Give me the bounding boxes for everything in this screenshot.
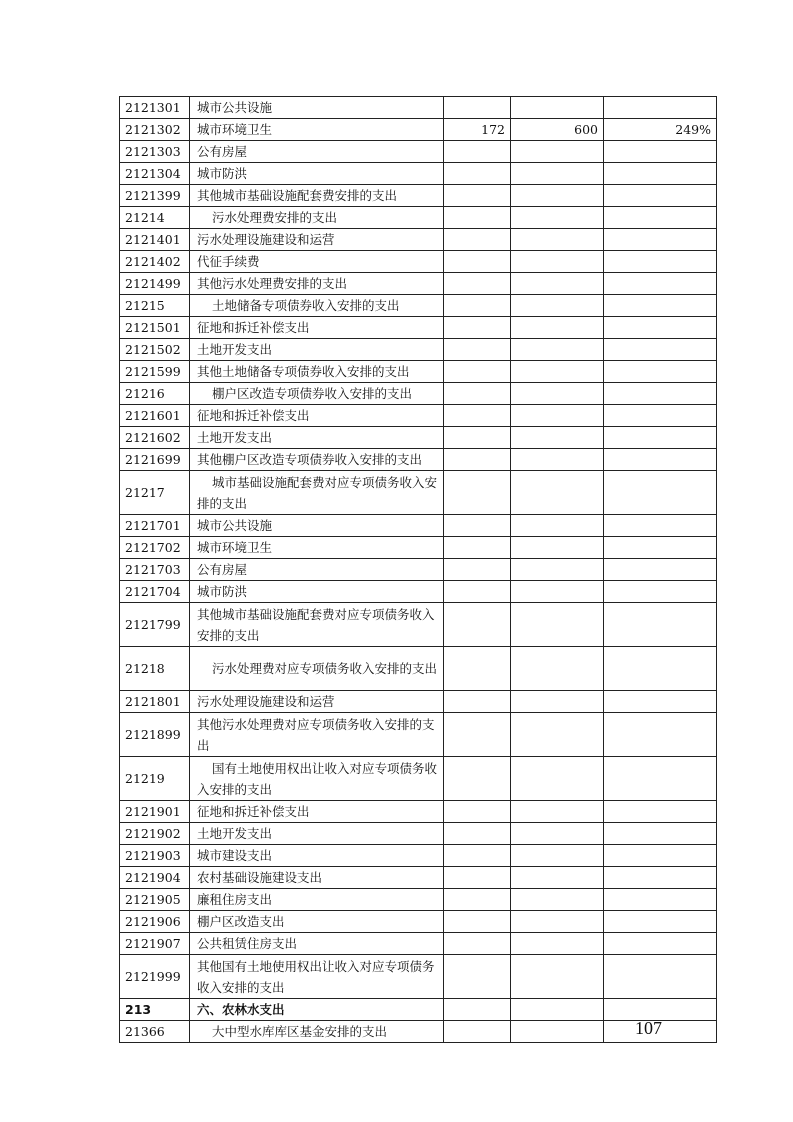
row-name-cell: 污水处理费安排的支出 xyxy=(190,207,444,229)
row-value-2-cell xyxy=(511,383,604,405)
row-value-2-cell: 600 xyxy=(511,119,604,141)
row-code-cell: 21216 xyxy=(120,383,190,405)
row-value-1-cell xyxy=(444,559,511,581)
row-name-cell: 土地储备专项债券收入安排的支出 xyxy=(190,295,444,317)
row-name-cell: 城市建设支出 xyxy=(190,845,444,867)
row-name-cell: 城市防洪 xyxy=(190,581,444,603)
row-value-3-cell xyxy=(604,141,717,163)
row-value-1-cell xyxy=(444,229,511,251)
table-row xyxy=(120,559,717,581)
row-value-2-cell xyxy=(511,427,604,449)
table-row xyxy=(120,867,717,889)
row-code-cell: 2121907 xyxy=(120,933,190,955)
table-row xyxy=(120,119,717,141)
row-value-2-cell xyxy=(511,691,604,713)
row-value-1-cell xyxy=(444,97,511,119)
row-value-3-cell xyxy=(604,471,717,515)
row-value-2-cell xyxy=(511,911,604,933)
row-value-2-cell xyxy=(511,207,604,229)
table-row xyxy=(120,163,717,185)
row-value-3-cell xyxy=(604,713,717,757)
row-code-cell: 2121902 xyxy=(120,823,190,845)
row-value-3-cell xyxy=(604,757,717,801)
row-value-1-cell xyxy=(444,339,511,361)
row-name-cell: 国有土地使用权出让收入对应专项债务收入安排的支出 xyxy=(190,757,444,801)
row-name-cell: 其他污水处理费对应专项债务收入安排的支出 xyxy=(190,713,444,757)
row-code-cell: 2121303 xyxy=(120,141,190,163)
row-value-2-cell xyxy=(511,515,604,537)
row-value-2-cell xyxy=(511,471,604,515)
row-value-1-cell xyxy=(444,603,511,647)
row-name-cell: 城市环境卫生 xyxy=(190,119,444,141)
row-value-3-cell xyxy=(604,251,717,273)
row-name-cell: 公有房屋 xyxy=(190,559,444,581)
table-row xyxy=(120,647,717,691)
row-name-cell: 征地和拆迁补偿支出 xyxy=(190,405,444,427)
row-code-cell: 21219 xyxy=(120,757,190,801)
row-value-1-cell xyxy=(444,515,511,537)
row-name-cell: 廉租住房支出 xyxy=(190,889,444,911)
row-value-2-cell xyxy=(511,559,604,581)
row-value-3-cell xyxy=(604,185,717,207)
row-name-cell: 其他土地储备专项债券收入安排的支出 xyxy=(190,361,444,383)
row-name-cell: 土地开发支出 xyxy=(190,823,444,845)
row-value-1-cell xyxy=(444,801,511,823)
row-value-2-cell xyxy=(511,339,604,361)
row-code-cell: 2121602 xyxy=(120,427,190,449)
row-code-cell: 2121301 xyxy=(120,97,190,119)
row-value-1-cell xyxy=(444,845,511,867)
row-value-2-cell xyxy=(511,141,604,163)
row-name-cell: 棚户区改造支出 xyxy=(190,911,444,933)
row-value-1-cell xyxy=(444,295,511,317)
row-value-2-cell xyxy=(511,361,604,383)
row-value-3-cell xyxy=(604,339,717,361)
row-value-3-cell xyxy=(604,273,717,295)
table-row xyxy=(120,383,717,405)
row-code-cell: 2121499 xyxy=(120,273,190,295)
row-value-3-cell xyxy=(604,911,717,933)
table-row xyxy=(120,405,717,427)
table-row xyxy=(120,955,717,999)
row-name-cell: 其他国有土地使用权出让收入对应专项债务收入安排的支出 xyxy=(190,955,444,999)
row-code-cell: 2121904 xyxy=(120,867,190,889)
table-row xyxy=(120,581,717,603)
row-value-1-cell xyxy=(444,867,511,889)
row-value-2-cell xyxy=(511,889,604,911)
row-name-cell: 城市公共设施 xyxy=(190,515,444,537)
table-row xyxy=(120,471,717,515)
row-value-3-cell xyxy=(604,801,717,823)
row-value-1-cell xyxy=(444,955,511,999)
row-value-1-cell xyxy=(444,163,511,185)
row-name-cell: 公有房屋 xyxy=(190,141,444,163)
row-value-3-cell xyxy=(604,207,717,229)
table-row xyxy=(120,713,717,757)
row-value-2-cell xyxy=(511,823,604,845)
table-row xyxy=(120,691,717,713)
row-value-3-cell xyxy=(604,229,717,251)
table-row xyxy=(120,515,717,537)
row-value-1-cell xyxy=(444,911,511,933)
row-value-3-cell xyxy=(604,537,717,559)
row-code-cell: 2121402 xyxy=(120,251,190,273)
row-value-1-cell xyxy=(444,537,511,559)
row-value-2-cell xyxy=(511,581,604,603)
table-row xyxy=(120,339,717,361)
row-value-2-cell xyxy=(511,603,604,647)
row-code-cell: 2121906 xyxy=(120,911,190,933)
row-value-1-cell xyxy=(444,185,511,207)
row-value-2-cell xyxy=(511,317,604,339)
table-row xyxy=(120,845,717,867)
row-value-3-cell xyxy=(604,317,717,339)
table-row xyxy=(120,933,717,955)
row-value-2-cell xyxy=(511,845,604,867)
row-name-cell: 六、农林水支出 xyxy=(190,999,444,1021)
table-row xyxy=(120,1021,717,1043)
row-value-2-cell xyxy=(511,999,604,1021)
row-code-cell: 2121399 xyxy=(120,185,190,207)
row-name-cell: 土地开发支出 xyxy=(190,427,444,449)
row-name-cell: 公共租赁住房支出 xyxy=(190,933,444,955)
row-value-3-cell xyxy=(604,383,717,405)
row-value-1-cell xyxy=(444,999,511,1021)
row-code-cell: 2121799 xyxy=(120,603,190,647)
row-value-3-cell xyxy=(604,405,717,427)
row-name-cell: 污水处理设施建设和运营 xyxy=(190,691,444,713)
row-value-1-cell xyxy=(444,427,511,449)
row-value-1-cell xyxy=(444,757,511,801)
row-value-3-cell xyxy=(604,163,717,185)
row-value-3-cell xyxy=(604,845,717,867)
table-row xyxy=(120,889,717,911)
row-value-1-cell xyxy=(444,141,511,163)
row-name-cell: 其他棚户区改造专项债券收入安排的支出 xyxy=(190,449,444,471)
row-value-1-cell xyxy=(444,383,511,405)
row-value-2-cell xyxy=(511,449,604,471)
row-value-1-cell xyxy=(444,647,511,691)
row-code-cell: 2121903 xyxy=(120,845,190,867)
row-code-cell: 21214 xyxy=(120,207,190,229)
row-value-3-cell xyxy=(604,295,717,317)
table-row xyxy=(120,823,717,845)
row-value-1-cell xyxy=(444,713,511,757)
row-value-1-cell xyxy=(444,581,511,603)
row-value-2-cell xyxy=(511,713,604,757)
row-code-cell: 2121905 xyxy=(120,889,190,911)
table-row xyxy=(120,801,717,823)
row-name-cell: 其他污水处理费安排的支出 xyxy=(190,273,444,295)
row-value-2-cell xyxy=(511,295,604,317)
row-name-cell: 棚户区改造专项债券收入安排的支出 xyxy=(190,383,444,405)
row-value-2-cell xyxy=(511,163,604,185)
row-code-cell: 2121999 xyxy=(120,955,190,999)
row-value-1-cell xyxy=(444,361,511,383)
table-row xyxy=(120,911,717,933)
row-code-cell: 2121702 xyxy=(120,537,190,559)
row-code-cell: 2121302 xyxy=(120,119,190,141)
row-code-cell: 21215 xyxy=(120,295,190,317)
row-value-2-cell xyxy=(511,229,604,251)
row-value-1-cell xyxy=(444,1021,511,1043)
table-row xyxy=(120,251,717,273)
row-name-cell: 农村基础设施建设支出 xyxy=(190,867,444,889)
row-value-3-cell xyxy=(604,823,717,845)
row-value-3-cell xyxy=(604,933,717,955)
table-row xyxy=(120,317,717,339)
row-value-2-cell xyxy=(511,867,604,889)
row-name-cell: 城市防洪 xyxy=(190,163,444,185)
row-value-2-cell xyxy=(511,801,604,823)
row-value-1-cell xyxy=(444,691,511,713)
row-value-2-cell xyxy=(511,1021,604,1043)
table-row xyxy=(120,361,717,383)
table-row xyxy=(120,273,717,295)
budget-table xyxy=(119,96,717,1043)
row-value-3-cell xyxy=(604,955,717,999)
table-row xyxy=(120,449,717,471)
table-row xyxy=(120,537,717,559)
row-value-3-cell xyxy=(604,559,717,581)
row-value-3-cell xyxy=(604,691,717,713)
row-name-cell: 其他城市基础设施配套费对应专项债务收入安排的支出 xyxy=(190,603,444,647)
row-code-cell: 2121502 xyxy=(120,339,190,361)
row-name-cell: 大中型水库库区基金安排的支出 xyxy=(190,1021,444,1043)
row-value-1-cell xyxy=(444,449,511,471)
row-code-cell: 2121704 xyxy=(120,581,190,603)
row-code-cell: 2121901 xyxy=(120,801,190,823)
row-value-2-cell xyxy=(511,647,604,691)
row-code-cell: 2121699 xyxy=(120,449,190,471)
row-name-cell: 征地和拆迁补偿支出 xyxy=(190,801,444,823)
row-code-cell: 21217 xyxy=(120,471,190,515)
row-code-cell: 21366 xyxy=(120,1021,190,1043)
row-value-2-cell xyxy=(511,97,604,119)
row-code-cell: 2121801 xyxy=(120,691,190,713)
row-value-1-cell xyxy=(444,471,511,515)
row-value-2-cell xyxy=(511,537,604,559)
row-value-1-cell xyxy=(444,207,511,229)
row-code-cell: 2121899 xyxy=(120,713,190,757)
row-value-1-cell xyxy=(444,273,511,295)
row-value-3-cell xyxy=(604,97,717,119)
row-value-2-cell xyxy=(511,185,604,207)
table-row xyxy=(120,207,717,229)
row-value-3-cell xyxy=(604,867,717,889)
table-row xyxy=(120,141,717,163)
row-code-cell: 2121601 xyxy=(120,405,190,427)
row-value-2-cell xyxy=(511,273,604,295)
row-value-1-cell xyxy=(444,317,511,339)
row-value-2-cell xyxy=(511,955,604,999)
row-value-1-cell xyxy=(444,933,511,955)
table-row xyxy=(120,97,717,119)
row-value-3-cell xyxy=(604,449,717,471)
row-code-cell: 2121501 xyxy=(120,317,190,339)
row-value-2-cell xyxy=(511,757,604,801)
row-name-cell: 城市公共设施 xyxy=(190,97,444,119)
row-code-cell: 213 xyxy=(120,999,190,1021)
row-code-cell: 2121599 xyxy=(120,361,190,383)
table-body xyxy=(120,97,717,1043)
row-value-1-cell xyxy=(444,405,511,427)
table-row xyxy=(120,603,717,647)
row-value-2-cell xyxy=(511,405,604,427)
row-value-2-cell xyxy=(511,251,604,273)
row-code-cell: 2121701 xyxy=(120,515,190,537)
row-code-cell: 2121304 xyxy=(120,163,190,185)
row-name-cell: 征地和拆迁补偿支出 xyxy=(190,317,444,339)
page-number: 107 xyxy=(635,1018,662,1038)
table-row xyxy=(120,999,717,1021)
row-value-3-cell xyxy=(604,581,717,603)
row-code-cell: 2121703 xyxy=(120,559,190,581)
table-row xyxy=(120,427,717,449)
row-value-1-cell xyxy=(444,251,511,273)
row-value-1-cell: 172 xyxy=(444,119,511,141)
row-name-cell: 其他城市基础设施配套费安排的支出 xyxy=(190,185,444,207)
row-value-3-cell xyxy=(604,889,717,911)
row-value-1-cell xyxy=(444,889,511,911)
row-name-cell: 污水处理费对应专项债务收入安排的支出 xyxy=(190,647,444,691)
row-value-2-cell xyxy=(511,933,604,955)
row-name-cell: 城市环境卫生 xyxy=(190,537,444,559)
row-value-3-cell xyxy=(604,361,717,383)
table-row xyxy=(120,295,717,317)
row-code-cell: 21218 xyxy=(120,647,190,691)
table-row xyxy=(120,229,717,251)
row-value-3-cell xyxy=(604,515,717,537)
row-name-cell: 土地开发支出 xyxy=(190,339,444,361)
row-value-3-cell: 249% xyxy=(604,119,717,141)
row-name-cell: 污水处理设施建设和运营 xyxy=(190,229,444,251)
row-value-3-cell xyxy=(604,603,717,647)
row-value-1-cell xyxy=(444,823,511,845)
row-name-cell: 城市基础设施配套费对应专项债务收入安排的支出 xyxy=(190,471,444,515)
table-row xyxy=(120,757,717,801)
row-value-3-cell xyxy=(604,427,717,449)
row-value-3-cell xyxy=(604,647,717,691)
row-name-cell: 代征手续费 xyxy=(190,251,444,273)
row-code-cell: 2121401 xyxy=(120,229,190,251)
table-row xyxy=(120,185,717,207)
